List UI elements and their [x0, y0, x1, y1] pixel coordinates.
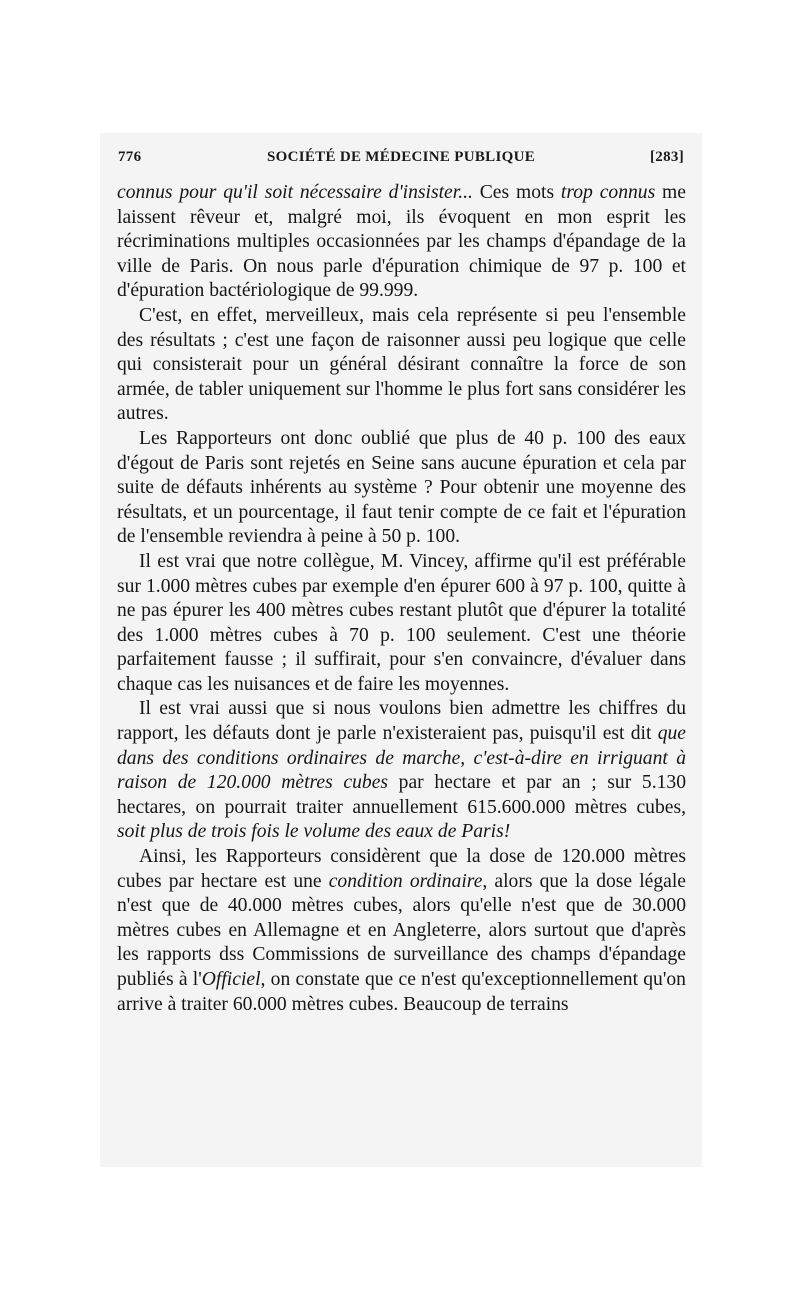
italic-text-run: soit plus de trois fois le volume des eaux de Paris! — [117, 821, 511, 843]
italic-text-run: connus pour qu'il soit nécessaire d'insister... — [117, 182, 480, 203]
paragraph — [117, 845, 686, 1017]
body-text — [117, 181, 686, 1017]
page-header — [118, 149, 684, 171]
italic-text-run: condition ordinaire — [328, 870, 483, 892]
text-run: , alors que la dose légale n'est que de 40.000 mètres cubes, alors qu'elle n'est que de 30.000 mètres cubes en Allemagne et en Angleterre, alors surtout que d'après les rapports dss Commissions de surveillance des champs d'épandage publiés à l' — [117, 870, 686, 990]
italic-text-run: trop connus — [560, 182, 656, 203]
scanned-page — [100, 133, 702, 1167]
bracket-page-number: [283] — [650, 149, 684, 165]
text-run: Ainsi, les Rapporteurs considèrent que la dose de 120.000 mètres cubes par hectare est une — [117, 846, 686, 892]
text-run: Il est vrai que notre collègue, M. Vincey, affirme qu'il est préférable sur 1.000 mètres cubes par exemple d'en épurer 600 à 97 p. 100, quitte à ne pas épurer les 400 mètres cubes restant plutôt que d'épurer la totalité des 1.000 mètres cubes à 70 p. 100 seulement. C'est une théorie parfaitement fausse ; il suffirait, pour s'en convaincre, d'évaluer dans chaque cas les nuisances et de faire les moyennes. — [117, 550, 686, 695]
italic-text-run: Officiel — [201, 969, 261, 990]
paragraph — [117, 697, 686, 845]
italic-text-run: que dans des conditions ordinaires de marche, c'est-à-dire en irriguant à raison de 120.000 mètres cubes — [117, 723, 686, 794]
paragraph — [117, 304, 686, 427]
page-number: 776 — [118, 149, 142, 165]
text-run: Les Rapporteurs ont donc oublié que plus de 40 p. 100 des eaux d'égout de Paris sont rejetés en Seine sans aucune épuration et cela par suite de défauts inhérents au système ? Pour obtenir une moyenne des résultats, et un pourcentage, il faut tenir compte de ce fait et l'épuration de l'ensemble reviendra à peine à 50 p. 100. — [117, 427, 686, 548]
running-title: SOCIÉTÉ DE MÉDECINE PUBLIQUE — [266, 149, 536, 165]
text-run: Il est vrai aussi que si nous voulons bien admettre les chiffres du rapport, les défauts dont je parle n'existeraient pas, puisqu'il est dit — [117, 698, 686, 745]
text-run: par hectare et par an ; sur 5.130 hectares, on pourrait traiter annuellement 615.600.000 mètres cubes, — [117, 772, 686, 818]
paragraph — [117, 427, 686, 550]
paragraph — [117, 181, 686, 304]
text-run: C'est, en effet, merveilleux, mais cela représente si peu l'ensemble des résultats ; c'est une façon de raisonner aussi peu logique que celle qui consisterait pour un général désirant connaître la force de son armée, de tabler uniquement sur l'homme le plus fort sans considérer les autres. — [117, 304, 686, 425]
paragraph — [117, 550, 686, 698]
text-run: Ces mots — [479, 182, 561, 203]
text-run: me laissent rêveur et, malgré moi, ils évoquent en mon esprit les récriminations multiples occasionnées par les champs d'épandage de la ville de Paris. On nous parle d'épuration chimique de 97 p. 100 et d'épuration bactériologique de 99.999. — [117, 182, 686, 302]
text-run: , on constate que ce n'est qu'exceptionnellement qu'on arrive à traiter 60.000 mètres cubes. Beaucoup de terrains — [117, 969, 686, 1015]
